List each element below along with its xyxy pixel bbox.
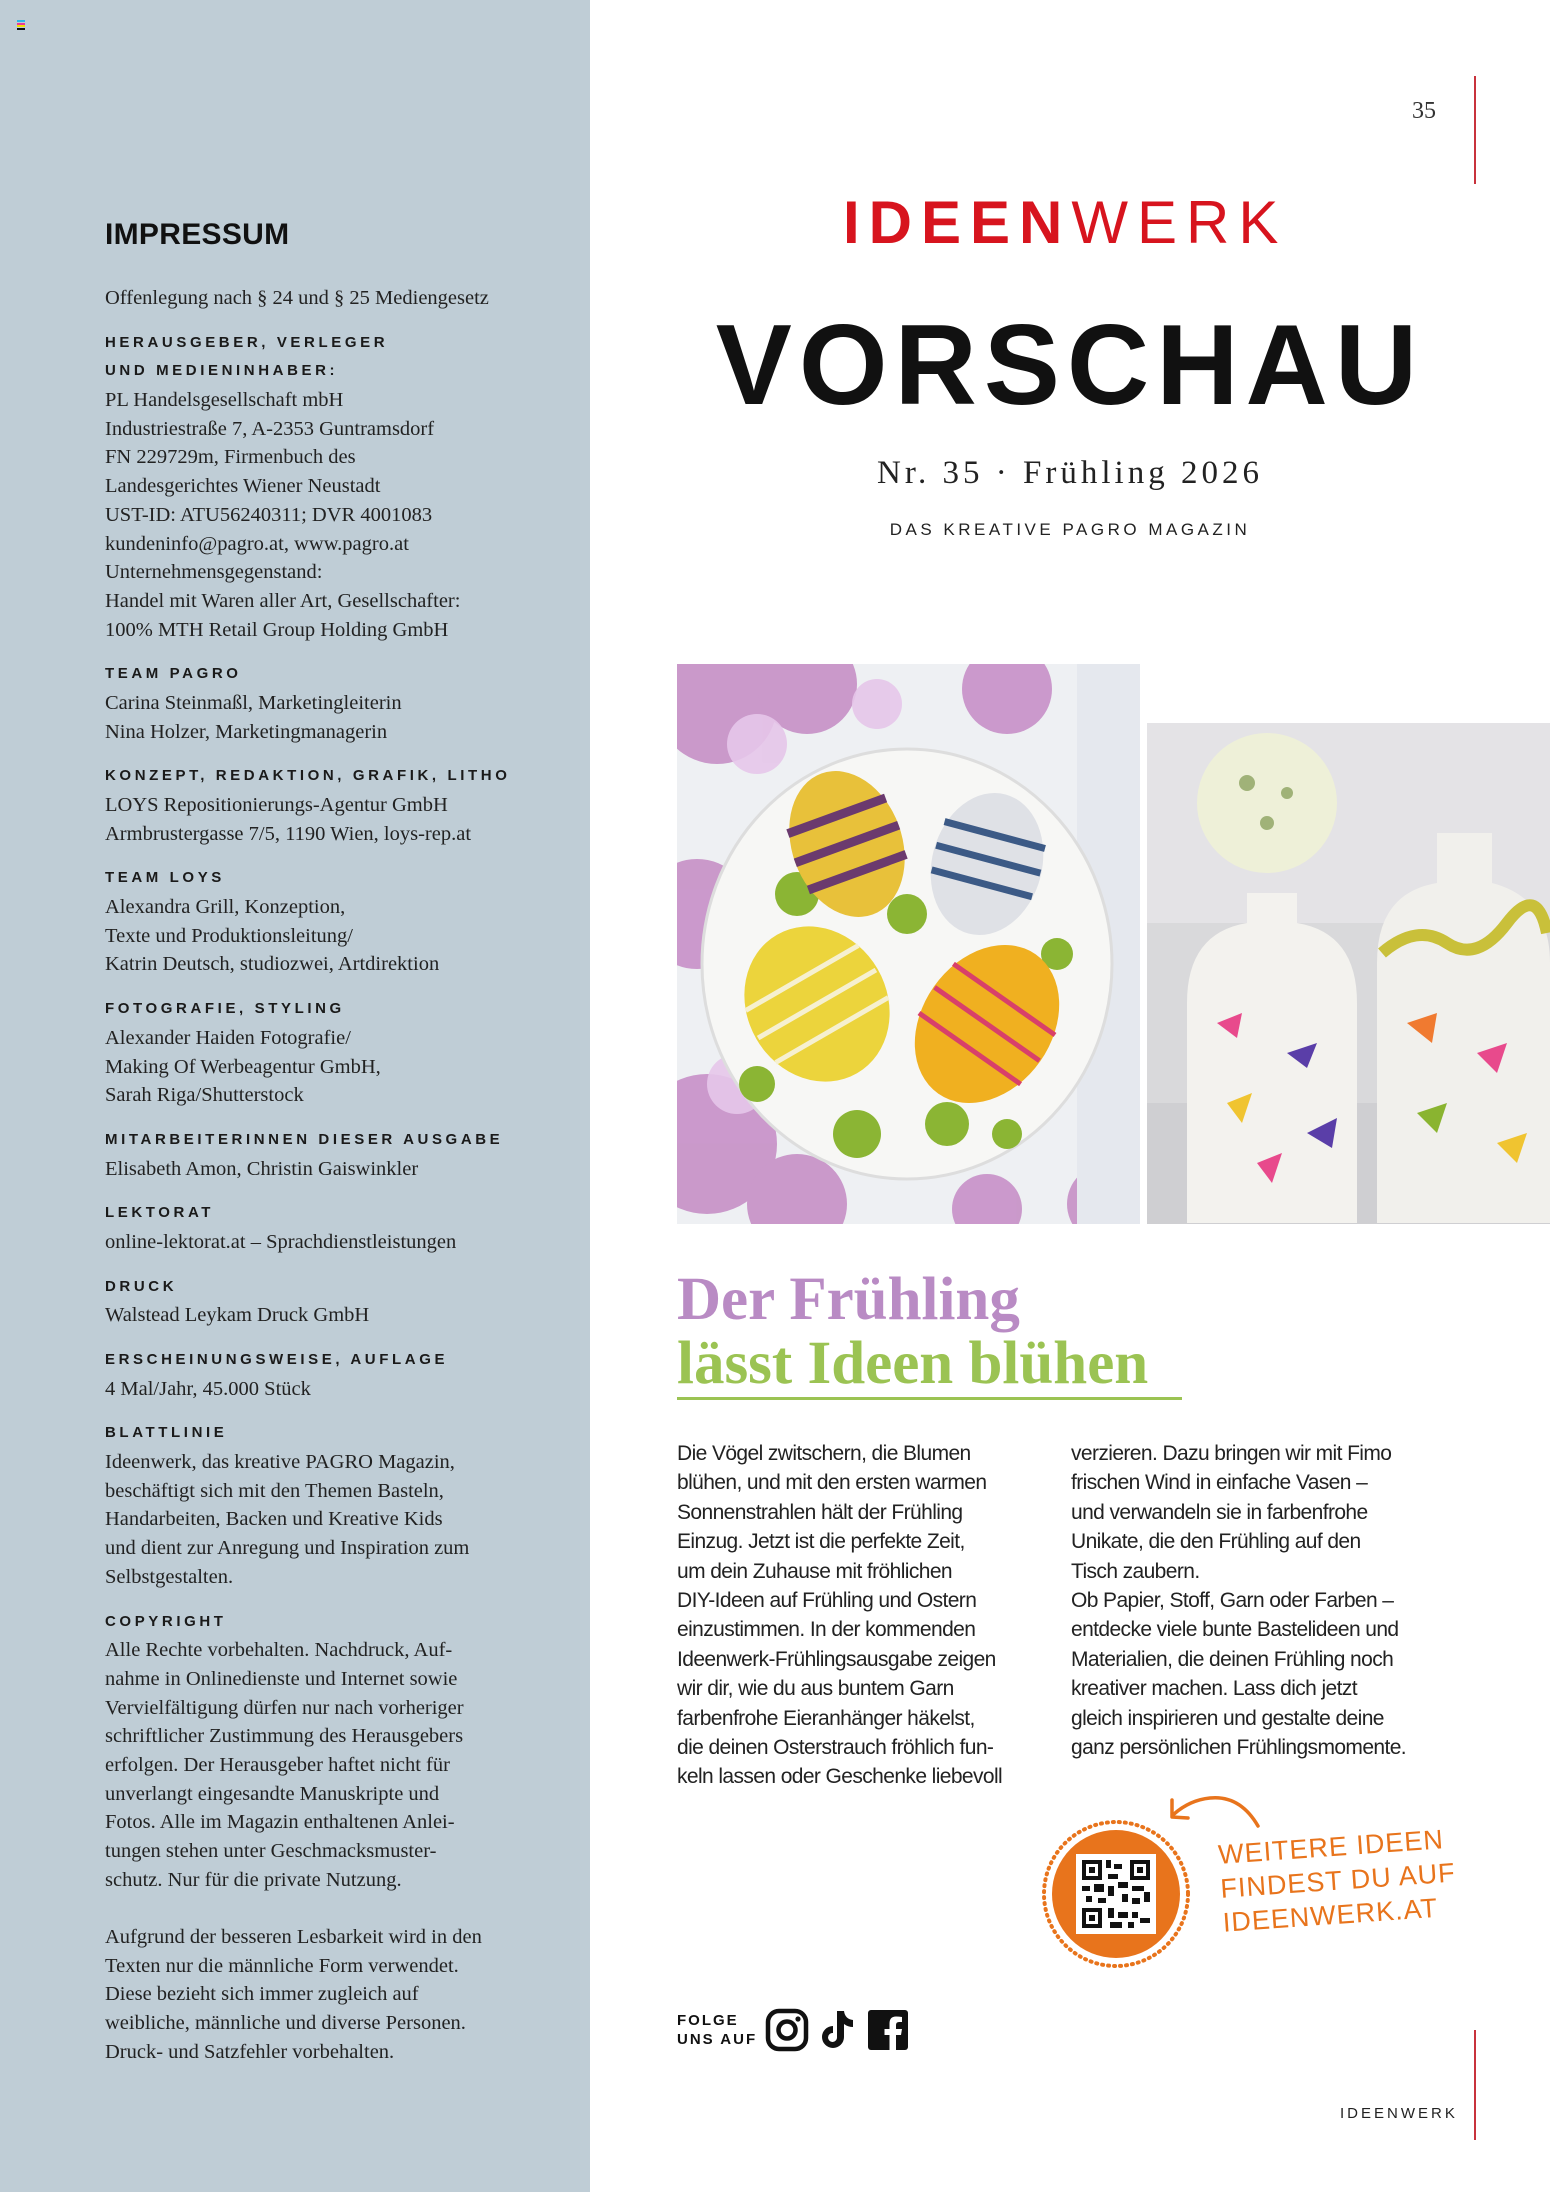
promo-line: FINDEST DU AUF (1219, 1857, 1457, 1904)
section-line: Handel mit Waren aller Art, Gesellschafter: (105, 589, 461, 612)
section-line: kundeninfo@pagro.at, www.pagro.at (105, 532, 409, 555)
footer-brand: IDEENWERK (1340, 2105, 1458, 2122)
section-line: LOYS Repositionierungs-Agentur GmbH (105, 794, 448, 816)
follow-label-line: FOLGE (677, 2012, 739, 2029)
impressum-section (105, 995, 575, 1110)
impressum-section (105, 1126, 575, 1183)
section-heading: COPYRIGHT (105, 1612, 227, 1630)
note-line: Diese bezieht sich immer zugleich auf (105, 1983, 419, 2006)
section-line: Sarah Riga/Shutterstock (105, 1084, 304, 1107)
section-line: Unternehmensgegenstand: (105, 561, 323, 584)
article-column-1 (677, 1439, 1002, 1792)
section-heading: BLATTLINIE (105, 1424, 228, 1442)
section-line: unverlangt eingesandte Manuskripte und (105, 1782, 440, 1805)
section-line: schriftlicher Zustimmung des Herausgebers (105, 1725, 464, 1748)
note-line: Druck- und Satzfehler vorbehalten. (105, 2040, 395, 2063)
instagram-icon[interactable] (765, 2008, 809, 2052)
impressum-section (105, 660, 575, 746)
section-heading: MITARBEITERINNEN DIESER AUSGABE (105, 1130, 504, 1148)
article-line: kreativer machen. Lass dich jetzt (1071, 1677, 1358, 1701)
section-line: PL Handelsgesellschaft mbH (105, 389, 344, 412)
impressum-section (105, 1608, 575, 1895)
section-line: 100% MTH Retail Group Holding GmbH (105, 618, 449, 641)
article-headline (677, 1268, 1148, 1396)
article-line: Ideenwerk-Frühlingsausgabe zeigen (677, 1647, 996, 1671)
logo-light: WERK (1071, 189, 1288, 256)
article-line: Die Vögel zwitschern, die Blumen (677, 1442, 971, 1465)
impressum-title: IMPRESSUM (105, 218, 290, 251)
ideenwerk-logo (843, 188, 1287, 257)
logo-bold: IDEEN (843, 189, 1072, 256)
print-color-mark (17, 20, 25, 30)
follow-label-line: UNS AUF (677, 2031, 758, 2048)
section-line: tungen stehen unter Geschmacksmuster- (105, 1840, 437, 1862)
crocheted-easter-eggs-photo (677, 664, 1140, 1224)
section-heading: TEAM PAGRO (105, 665, 242, 683)
section-line: Handarbeiten, Backen und Kreative Kids (105, 1508, 443, 1531)
article-line: um dein Zuhause mit fröhlichen (677, 1559, 952, 1583)
article-line: ganz persönlichen Frühlingsmomente. (1071, 1735, 1407, 1759)
headline-line-2: lässt Ideen blühen (677, 1330, 1149, 1397)
article-line: Materialien, die deinen Frühling noch (1071, 1647, 1394, 1671)
article-column-2 (1071, 1439, 1406, 1762)
section-line: nahme in Onlinedienste und Internet sowie (105, 1667, 458, 1690)
section-line: Carina Steinmaßl, Marketingleiterin (105, 691, 402, 714)
section-line: Ideenwerk, das kreative PAGRO Magazin, (105, 1451, 455, 1474)
article-line: DIY-Ideen auf Frühling und Ostern (677, 1588, 977, 1612)
section-heading: LEKTORAT (105, 1204, 215, 1222)
article-line: einzustimmen. In der kommenden (677, 1618, 976, 1642)
article-line: Einzug. Jetzt ist die perfekte Zeit, (677, 1530, 965, 1554)
bottom-divider-line (1474, 2030, 1476, 2140)
promo-line: WEITERE IDEEN (1217, 1824, 1445, 1870)
section-line: Alexandra Grill, Konzeption, (105, 896, 346, 919)
decorated-vases-photo (1147, 723, 1550, 1224)
article-line: frischen Wind in einfache Vasen – (1071, 1471, 1368, 1495)
section-line: 4 Mal/Jahr, 45.000 Stück (105, 1377, 311, 1400)
impressum-section (105, 1199, 575, 1256)
follow-label (677, 2011, 757, 2049)
article-line: entdecke viele bunte Bastelideen und (1071, 1618, 1399, 1642)
qr-code-badge[interactable] (1040, 1818, 1192, 1970)
section-line: Selbstgestalten. (105, 1565, 234, 1588)
promo-line: IDEENWERK.AT (1221, 1892, 1439, 1938)
section-line: Fotos. Alle im Magazin enthaltenen Anlei- (105, 1811, 455, 1834)
impressum-note (105, 1923, 575, 2066)
note-line: weibliche, männliche und diverse Personen. (105, 2012, 466, 2035)
article-line: gleich inspirieren und gestalte deine (1071, 1706, 1384, 1730)
page-number: 35 (1412, 98, 1436, 124)
section-line: Elisabeth Amon, Christin Gaiswinkler (105, 1157, 419, 1180)
section-heading: FOTOGRAFIE, STYLING (105, 1000, 345, 1018)
section-line: Landesgerichtes Wiener Neustadt (105, 475, 381, 498)
section-line: Vervielfältigung dürfen nur nach vorheriger (105, 1696, 464, 1719)
section-line: Alle Rechte vorbehalten. Nachdruck, Auf- (105, 1639, 453, 1662)
note-line: Aufgrund der besseren Lesbarkeit wird in den (105, 1926, 482, 1949)
impressum-section (105, 1273, 575, 1330)
section-line: Texte und Produktionsleitung/ (105, 924, 353, 947)
section-line: schutz. Nur für die private Nutzung. (105, 1868, 402, 1891)
section-line: FN 229729m, Firmenbuch des (105, 446, 356, 469)
section-line: erfolgen. Der Herausgeber haftet nicht für (105, 1753, 450, 1776)
article-line: und verwandeln sie in farbenfrohe (1071, 1500, 1368, 1524)
facebook-icon[interactable] (866, 2008, 910, 2052)
section-heading: KONZEPT, REDAKTION, GRAFIK, LITHO (105, 767, 511, 785)
section-line: Alexander Haiden Fotografie/ (105, 1026, 351, 1049)
section-heading: HERAUSGEBER, VERLEGER (105, 333, 389, 351)
article-line: die deinen Osterstrauch fröhlich fun- (677, 1735, 994, 1759)
section-line: Katrin Deutsch, studiozwei, Artdirektion (105, 953, 440, 976)
section-line: und dient zur Anregung und Inspiration zum (105, 1537, 470, 1560)
tiktok-icon[interactable] (815, 2008, 859, 2052)
article-line: verzieren. Dazu bringen wir mit Fimo (1071, 1442, 1392, 1465)
section-heading: DRUCK (105, 1277, 178, 1295)
impressum-section (105, 864, 575, 979)
article-line: blühen, und mit den ersten warmen (677, 1471, 987, 1495)
section-line: beschäftigt sich mit den Themen Basteln, (105, 1479, 444, 1502)
top-divider-line (1474, 76, 1476, 184)
headline-line-1: Der Frühling (677, 1266, 1020, 1333)
article-line: Ob Papier, Stoff, Garn oder Farben – (1071, 1588, 1394, 1612)
section-line: Nina Holzer, Marketingmanagerin (105, 720, 388, 743)
article-line: wir dir, wie du aus buntem Garn (677, 1677, 954, 1701)
section-line: Making Of Werbeagentur GmbH, (105, 1055, 381, 1078)
impressum-section (105, 1419, 575, 1591)
section-line: Industriestraße 7, A-2353 Guntramsdorf (105, 417, 435, 440)
promo-text (1217, 1822, 1459, 1940)
article-line: Sonnenstrahlen hält der Frühling (677, 1500, 963, 1524)
article-line: keln lassen oder Geschenke liebevoll (677, 1765, 1003, 1789)
impressum-section (105, 762, 575, 848)
section-line: Armbrustergasse 7/5, 1190 Wien, loys-rep.at (105, 822, 472, 845)
section-line: UST-ID: ATU56240311; DVR 4001083 (105, 503, 433, 526)
article-line: farbenfrohe Eieranhänger häkelst, (677, 1706, 975, 1730)
impressum-panel (0, 0, 590, 2192)
article-line: Tisch zaubern. (1071, 1559, 1200, 1583)
section-heading: UND MEDIENINHABER: (105, 362, 339, 380)
section-heading: TEAM LOYS (105, 869, 225, 887)
page-title: VORSCHAU (715, 302, 1425, 429)
note-line: Texten nur die männliche Form verwendet. (105, 1954, 459, 1977)
article-line: Unikate, die den Frühling auf den (1071, 1530, 1361, 1554)
magazine-tagline: DAS KREATIVE PAGRO MAGAZIN (889, 520, 1251, 539)
section-heading: ERSCHEINUNGSWEISE, AUFLAGE (105, 1351, 449, 1368)
issue-info: Nr. 35 · Frühling 2026 (877, 455, 1263, 491)
impressum-intro: Offenlegung nach § 24 und § 25 Mediengesetz (105, 287, 489, 309)
impressum-body (105, 284, 575, 2067)
impressum-section (105, 329, 575, 645)
impressum-section (105, 1346, 575, 1403)
section-line: Walstead Leykam Druck GmbH (105, 1304, 370, 1327)
headline-underline (677, 1397, 1182, 1400)
section-line: online-lektorat.at – Sprachdienstleistungen (105, 1230, 457, 1253)
